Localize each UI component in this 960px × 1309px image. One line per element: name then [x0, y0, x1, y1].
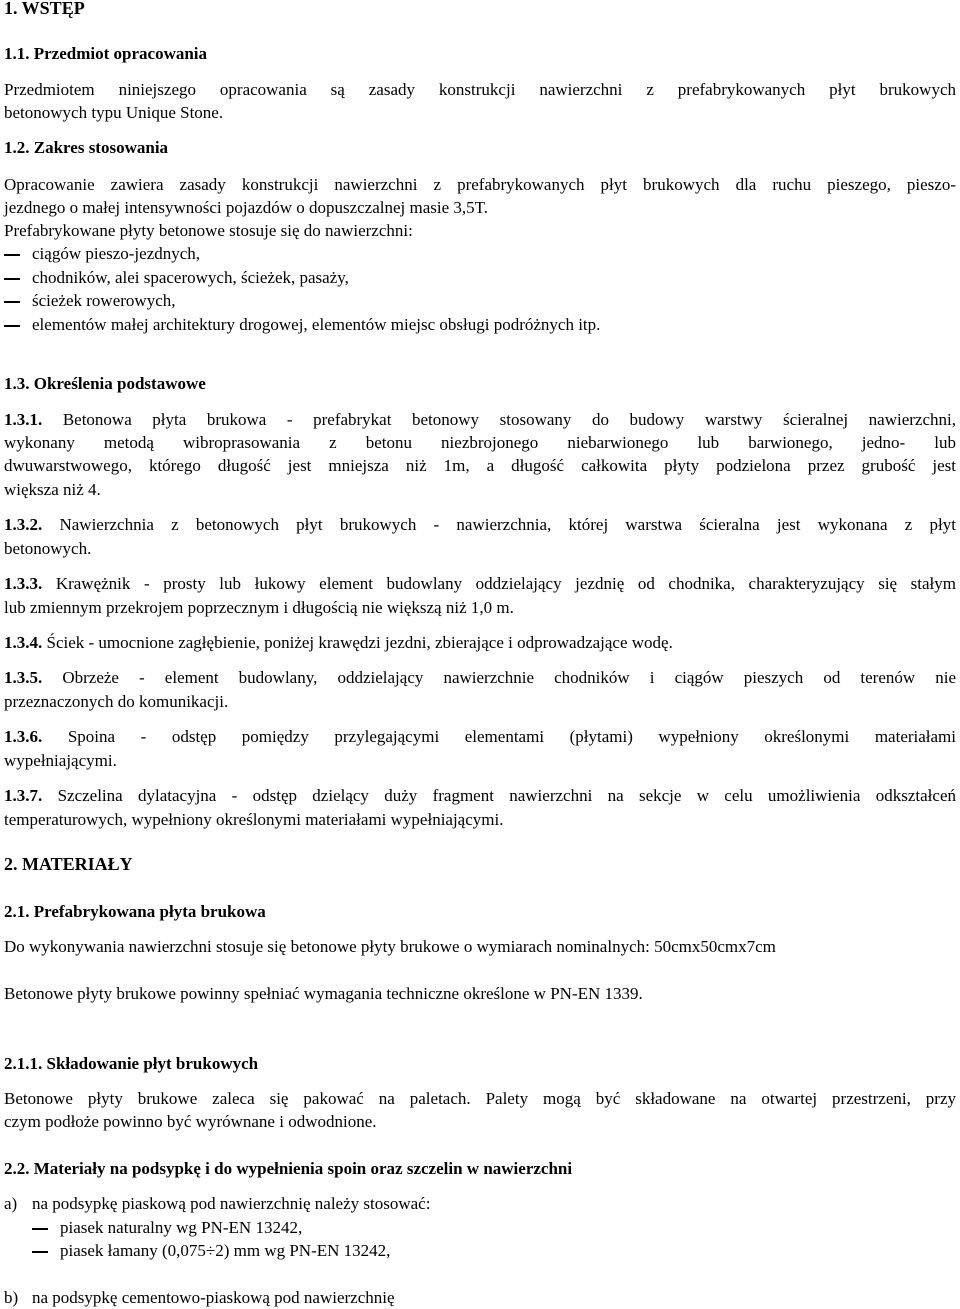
section-heading-1-1: 1.1. Przedmiot opracowania: [4, 44, 208, 63]
dash-bullet-icon: [4, 301, 20, 303]
paragraph-line: Betonowe płyty brukowe zaleca się pakować na paletach. Palety mogą być składowane na otwartej przestrzeni, przy: [4, 1089, 956, 1108]
definition-line: betonowych.: [4, 539, 92, 558]
dash-bullet-icon: [4, 278, 20, 280]
dash-bullet-icon: [4, 254, 20, 256]
definition-line: dwuwarstwowego, którego długość jest mniejsza niż 1m, a długość całkowita płyty podzielona przez grubość jest: [4, 456, 956, 475]
definition-line: 1.3.4. Ściek - umocnione zagłębienie, poniżej krawędzi jezdni, zbierające i odprowadzające wodę.: [4, 633, 673, 652]
section-heading-1-3: 1.3. Określenia podstawowe: [4, 374, 206, 393]
definition-line: 1.3.2. Nawierzchnia z betonowych płyt brukowych - nawierzchnia, której warstwa ścieralna jest wykonana z płyt: [4, 515, 957, 534]
paragraph-line: jezdnego o małej intensywności pojazdów o dopuszczalnej masie 3,5T.: [4, 198, 489, 217]
definition-line: wykonany metodą wibroprasowania z betonu niezbrojonego niebarwionego lub barwionego, jedno- lub: [4, 433, 956, 452]
definition-line: lub zmiennym przekrojem poprzecznym i długością nie większą niż 1,0 m.: [4, 598, 514, 617]
paragraph-line: betonowych typu Unique Stone.: [4, 103, 224, 122]
section-heading-1: 1. WSTĘP: [4, 0, 85, 18]
paragraph-line: Opracowanie zawiera zasady konstrukcji nawierzchni z prefabrykowanych płyt brukowych dla ruchu pieszego, pieszo-: [4, 175, 956, 194]
section-heading-2: 2. MATERIAŁY: [4, 854, 133, 874]
paragraph-line: czym podłoże powinno być wyrównane i odwodnione.: [4, 1112, 377, 1131]
definition-line: przeznaczonych do komunikacji.: [4, 692, 229, 711]
definition-line: większa niż 4.: [4, 480, 101, 499]
section-heading-2-1-1: 2.1.1. Składowanie płyt brukowych: [4, 1054, 259, 1073]
section-heading-2-1: 2.1. Prefabrykowana płyta brukowa: [4, 902, 266, 921]
dash-bullet-icon: [4, 325, 20, 327]
dash-bullet-icon: [32, 1228, 48, 1230]
definition-line: 1.3.5. Obrzeże - element budowlany, oddzielający nawierzchnie chodników i ciągów pieszych od terenów nie: [4, 668, 957, 687]
paragraph-line: Do wykonywania nawierzchni stosuje się betonowe płyty brukowe o wymiarach nominalnych: 50cmx50cmx7cm: [4, 937, 776, 956]
definition-line: 1.3.7. Szczelina dylatacyjna - odstęp dzielący duży fragment nawierzchni na sekcje w celu umożliwienia odkształceń: [4, 786, 957, 805]
dash-bullet-icon: [32, 1251, 48, 1253]
section-heading-1-2: 1.2. Zakres stosowania: [4, 138, 169, 157]
definition-line: 1.3.3. Krawężnik - prosty lub łukowy element budowlany oddzielający jezdnię od chodnika, charakteryzujący się stałym: [4, 574, 956, 593]
definition-line: 1.3.6. Spoina - odstęp pomiędzy przylegającymi elementami (płytami) wypełniony określonymi materiałami: [4, 727, 957, 746]
definition-line: temperaturowych, wypełniony określonymi materiałami wypełniającymi.: [4, 810, 504, 829]
section-heading-2-2: 2.2. Materiały na podsypkę i do wypełnienia spoin oraz szczelin w nawierzchni: [4, 1159, 573, 1178]
paragraph-line: Betonowe płyty brukowe powinny spełniać wymagania techniczne określone w PN-EN 1339.: [4, 984, 643, 1003]
paragraph-line: Przedmiotem niniejszego opracowania są zasady konstrukcji nawierzchni z prefabrykowanych płyt brukowych: [4, 80, 956, 99]
paragraph-line: Prefabrykowane płyty betonowe stosuje się do nawierzchni:: [4, 221, 413, 240]
definition-line: 1.3.1. Betonowa płyta brukowa - prefabrykat betonowy stosowany do budowy warstwy ścieralnej nawierzchni,: [4, 410, 956, 429]
definition-line: wypełniającymi.: [4, 751, 117, 770]
